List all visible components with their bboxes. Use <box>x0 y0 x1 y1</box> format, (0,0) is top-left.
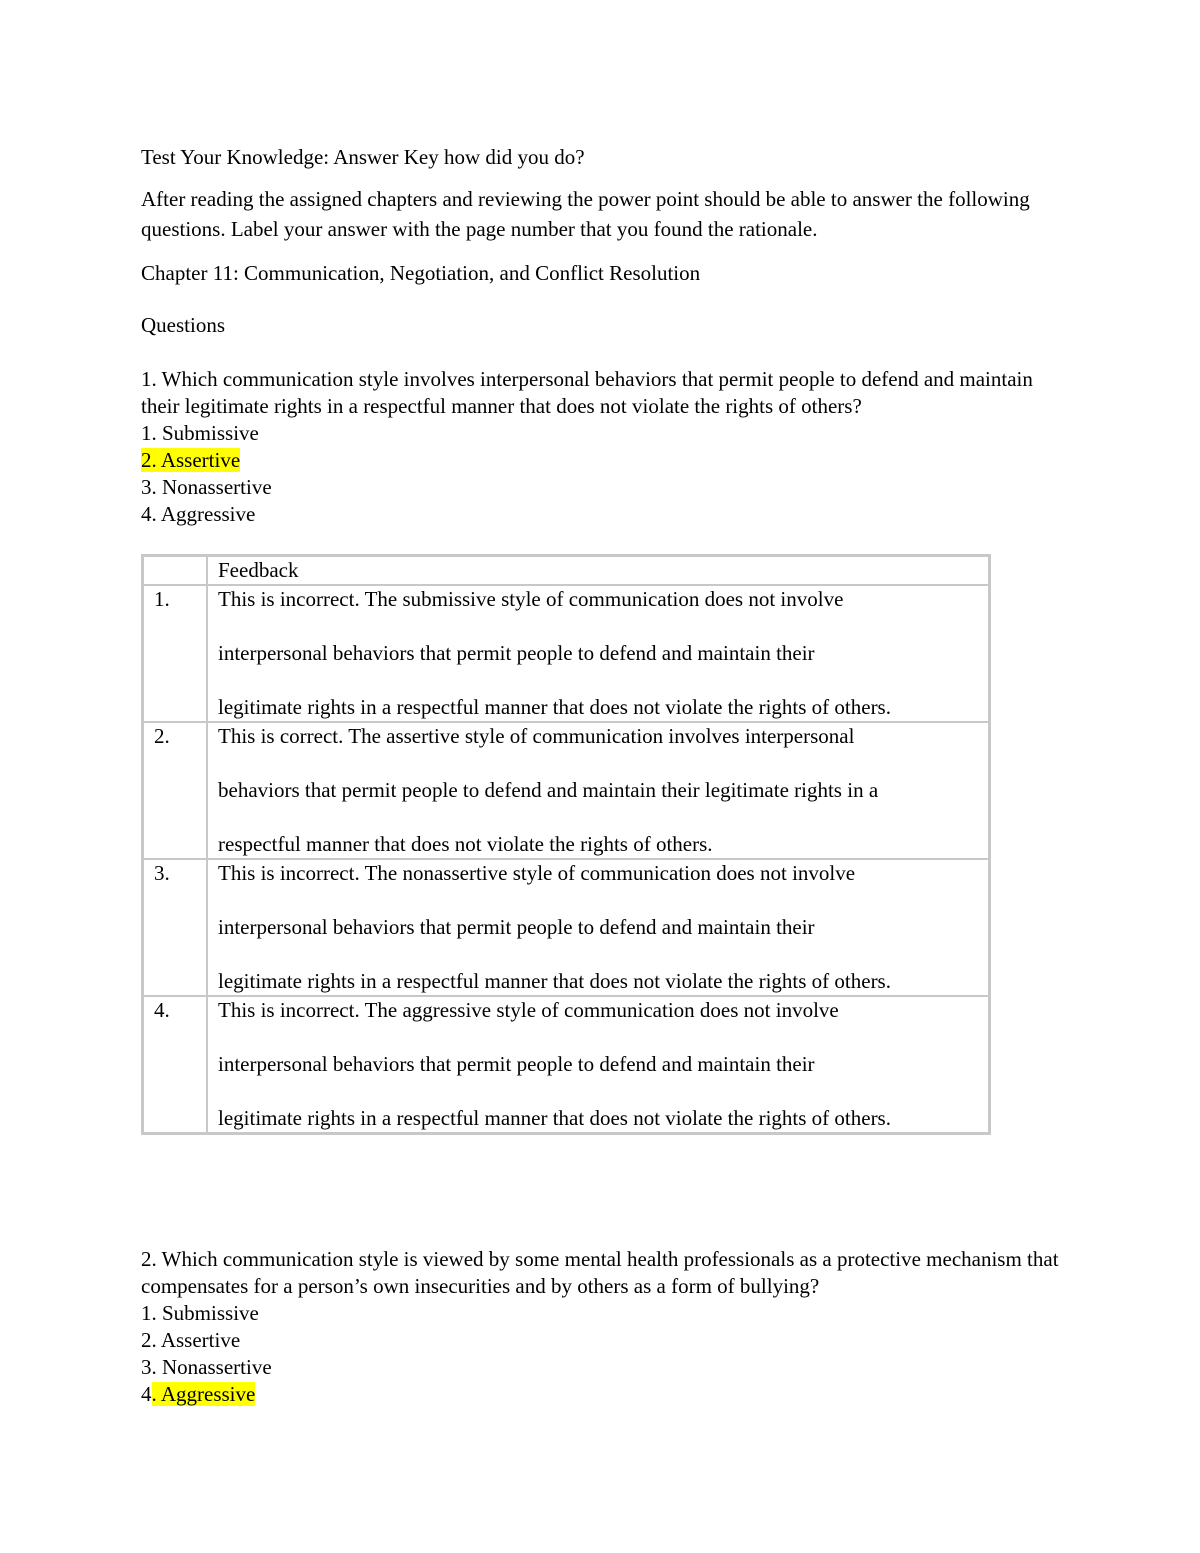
answer-option <box>141 1354 1071 1381</box>
questions-heading: Questions <box>141 313 225 337</box>
feedback-line: This is correct. The assertive style of communication involves interpersonal <box>218 724 855 748</box>
feedback-number: 4. <box>143 996 208 1134</box>
document-page <box>141 140 1071 1408</box>
answer-option <box>141 1327 1071 1354</box>
feedback-number: 2. <box>143 722 208 859</box>
option-label-highlighted: 2. Assertive <box>141 448 241 472</box>
answer-options <box>141 1300 1071 1408</box>
answer-option <box>141 474 1071 501</box>
feedback-line: legitimate rights in a respectful manner that does not violate the rights of others. <box>218 969 891 993</box>
feedback-text <box>207 859 990 996</box>
feedback-line: legitimate rights in a respectful manner that does not violate the rights of others. <box>218 1106 891 1130</box>
feedback-line: This is incorrect. The submissive style of communication does not involve <box>218 587 844 611</box>
chapter-heading: Chapter 11: Communication, Negotiation, and Conflict Resolution <box>141 261 701 285</box>
answer-option-correct <box>141 1381 1071 1408</box>
feedback-text <box>207 585 990 722</box>
feedback-line: interpersonal behaviors that permit people to defend and maintain their <box>218 915 815 939</box>
option-label: 2. Assertive <box>141 1328 241 1352</box>
table-cell-empty <box>143 556 208 586</box>
question-2 <box>141 1246 1071 1408</box>
answer-option <box>141 501 1071 528</box>
feedback-line: respectful manner that does not violate the rights of others. <box>218 832 713 856</box>
answer-option <box>141 1300 1071 1327</box>
table-row <box>143 996 990 1134</box>
table-row <box>143 859 990 996</box>
feedback-line: interpersonal behaviors that permit people to defend and maintain their <box>218 1052 815 1076</box>
table-row <box>143 585 990 722</box>
feedback-header: Feedback <box>207 556 990 586</box>
table-header-row <box>143 556 990 586</box>
feedback-text <box>207 996 990 1134</box>
table-row <box>143 722 990 859</box>
question-1 <box>141 366 1071 1135</box>
feedback-text <box>207 722 990 859</box>
question-stem: 2. Which communication style is viewed by some mental health professionals as a protective mechanism that compensates for a person’s own insecurities and by others as a form of bullying? <box>141 1247 1059 1298</box>
option-label: 3. Nonassertive <box>141 475 272 499</box>
option-label: 4. Aggressive <box>141 502 256 526</box>
intro-paragraph: After reading the assigned chapters and reviewing the power point should be able to answer the following questions. Label your answer with the page number that you found the rationale. <box>141 187 1030 241</box>
answer-option <box>141 420 1071 447</box>
feedback-line: legitimate rights in a respectful manner that does not violate the rights of others. <box>218 695 891 719</box>
feedback-number: 1. <box>143 585 208 722</box>
document-title: Test Your Knowledge: Answer Key how did you do? <box>141 145 585 169</box>
feedback-table <box>141 554 991 1135</box>
feedback-line: interpersonal behaviors that permit people to defend and maintain their <box>218 641 815 665</box>
answer-option-correct <box>141 447 1071 474</box>
option-label-highlighted: . Aggressive <box>151 1382 256 1406</box>
option-label: 3. Nonassertive <box>141 1355 272 1379</box>
option-label: 1. Submissive <box>141 1301 259 1325</box>
feedback-number: 3. <box>143 859 208 996</box>
question-stem: 1. Which communication style involves interpersonal behaviors that permit people to defend and maintain their legitimate rights in a respectful manner that does not violate the rights of others? <box>141 367 1033 418</box>
feedback-line: behaviors that permit people to defend and maintain their legitimate rights in a <box>218 778 879 802</box>
feedback-line: This is incorrect. The nonassertive style of communication does not involve <box>218 861 856 885</box>
option-prefix: 4 <box>141 1382 152 1406</box>
spacer <box>141 1135 1071 1232</box>
feedback-line: This is incorrect. The aggressive style of communication does not involve <box>218 998 839 1022</box>
answer-options <box>141 420 1071 528</box>
option-label: 1. Submissive <box>141 421 259 445</box>
